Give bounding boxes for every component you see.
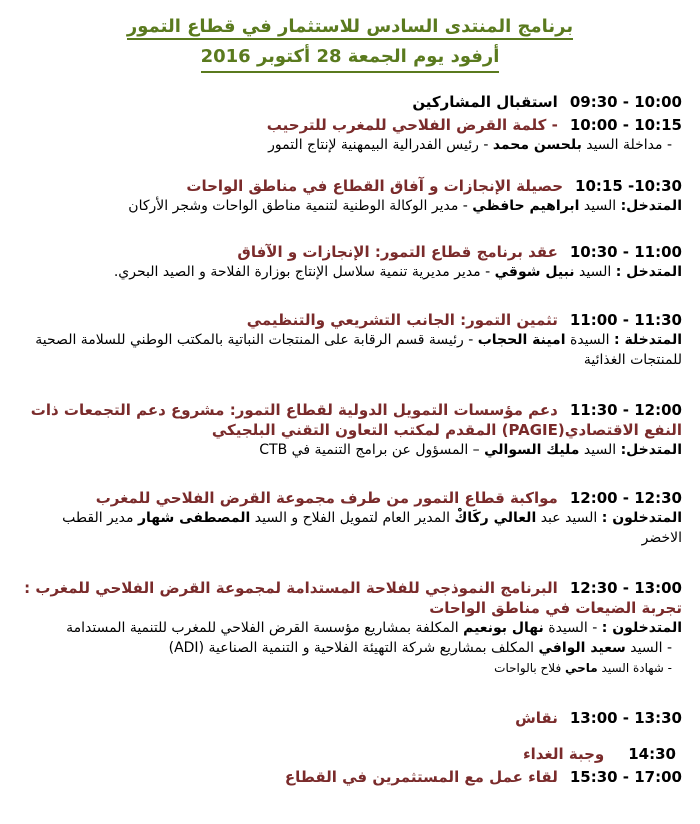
item-testimony: - شهادة السيد ماحي فلاح بالواحات xyxy=(494,661,672,675)
item-topic: مواكبة قطاع التمور من طرف مجموعة القرض الفلاحي للمغرب xyxy=(95,489,558,507)
item-speaker: المتدخلة : السيدة امينة الحجاب - رئيسة قسم الرقابة على المنتجات النباتية بالمكتب الوطني للسلامة الصحية للمنتجات الغذائية xyxy=(35,332,682,368)
item-topic: البرنامج النموذجي للفلاحة المستدامة لمجموعة القرض الفلاحي للمغرب : تجربة الضيعات في مناطق الواحات xyxy=(24,579,682,617)
item-speaker: - مداخلة السيد بلحسن محمد - رئيس الفدرالية البيمهنية لإنتاج التمور xyxy=(268,137,672,153)
item-time: 13:00 - 13:30 xyxy=(569,709,682,727)
program-title xyxy=(60,14,640,73)
item-time: 10:15 -10:30 xyxy=(575,177,682,195)
item-speaker: المتدخل: السيد مليك السوالي – المسؤول عن برامج التنمية في CTB xyxy=(259,442,682,458)
item-time: 12:30 - 13:00 xyxy=(569,579,682,597)
schedule-item-international-funding xyxy=(18,400,682,460)
item-topic: تثمين التمور: الجانب التشريعي والتنظيمي xyxy=(246,311,558,329)
schedule-item-valorization xyxy=(18,310,682,370)
title-line-1: برنامج المنتدى السادس للاستثمار في قطاع التمور xyxy=(127,16,573,40)
item-time: 14:30 xyxy=(628,745,676,763)
item-topic: وجبة الغداء xyxy=(522,745,605,763)
schedule-item-oasis-achievements xyxy=(18,176,682,216)
item-speaker: المتدخل: السيد ابراهيم حافظي - مدير الوكالة الوطنية لتنمية مناطق الواحات وشجر الأركان xyxy=(128,198,682,214)
schedule-item-credit-agricole-support xyxy=(18,488,682,548)
item-time: 10:00 - 10:15 xyxy=(569,116,682,134)
schedule-item-welcome xyxy=(18,115,682,155)
item-topic: لقاء عمل مع المستثمرين في القطاع xyxy=(284,768,558,786)
schedule-item-program-contract xyxy=(18,242,682,282)
item-speaker: المتدخلون : - السيدة نهال بونعيم المكلفة بمشاريع مؤسسة القرض الفلاحي للمغرب للتنمية المستدامة xyxy=(66,620,682,636)
item-time: 15:30 - 17:00 xyxy=(569,768,682,786)
item-speaker: المتدخل : السيد نبيل شوقي - مدير مديرية تنمية سلاسل الإنتاج بوزارة الفلاحة و الصيد البحري. xyxy=(113,264,682,280)
item-time: 11:30 - 12:00 xyxy=(569,401,682,419)
item-topic: عقد برنامج قطاع التمور: الإنجازات و الآفاق xyxy=(237,243,558,261)
item-time: 09:30 - 10:00 xyxy=(569,93,682,111)
item-topic: حصيلة الإنجازات و آفاق القطاع في مناطق الواحات xyxy=(186,177,564,195)
item-speaker-2: - السيد سعيد الوافي المكلف بمشاريع شركة التهيئة الفلاحية و التنمية الصناعية (ADI) xyxy=(168,640,672,656)
item-time: 12:00 - 12:30 xyxy=(569,489,682,507)
item-topic: استقبال المشاركين xyxy=(412,93,558,111)
item-time: 11:00 - 11:30 xyxy=(569,311,682,329)
item-topic: دعم مؤسسات التمويل الدولية لقطاع التمور: مشروع دعم التجمعات ذات النفع الاقتصادي(PAGIE) المقدم لمكتب التعاون التقني البلجيكي xyxy=(30,401,682,439)
schedule-item-reception xyxy=(18,92,682,112)
item-topic: نقاش xyxy=(515,709,558,727)
item-time: 10:30 - 11:00 xyxy=(569,243,682,261)
schedule-item-discussion xyxy=(18,708,682,728)
item-topic: - كلمة القرض الفلاحي للمغرب للترحيب xyxy=(266,116,558,134)
item-speaker: المتدخلون : السيد عبد العالي ركَاكْ المدير العام لتمويل الفلاح و السيد المصطفى شهار مدير القطب الاخضر xyxy=(62,510,682,546)
schedule-item-sustainable-farming xyxy=(18,578,682,678)
schedule-item-investor-meeting xyxy=(18,767,682,787)
schedule-item-lunch xyxy=(18,744,676,764)
title-line-2: أرفود يوم الجمعة 28 أكتوبر 2016 xyxy=(201,44,500,73)
